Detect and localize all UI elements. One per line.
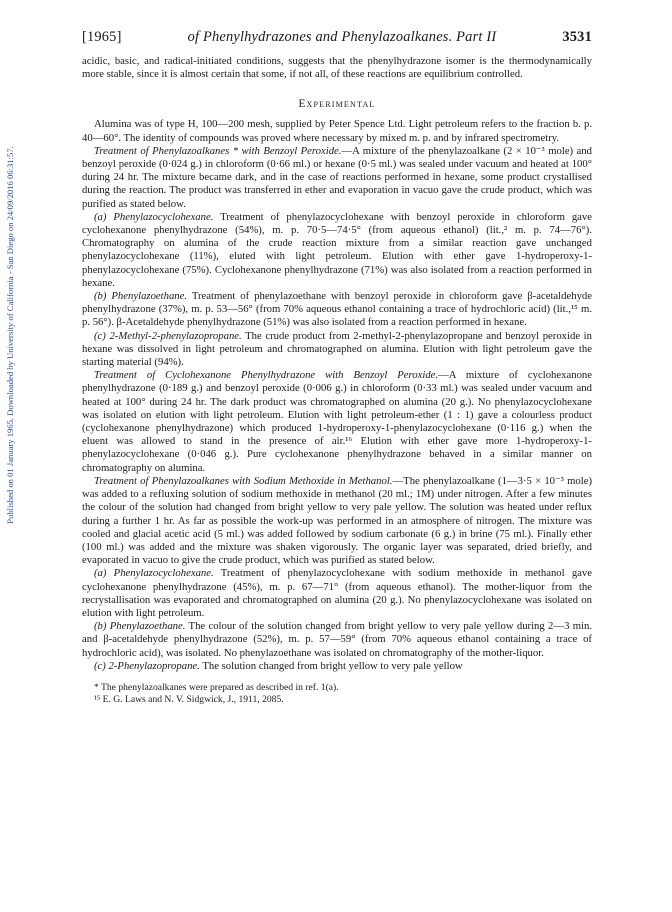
download-notice bbox=[0, 100, 20, 580]
section-title: Experimental bbox=[298, 98, 376, 111]
paragraph-heading: (b) Phenylazoethane. bbox=[94, 620, 186, 633]
intro-paragraph: acidic, basic, and radical-initiated conditions, suggests that the phenylhydrazone isomer is the thermodynamically more stable, since it is almost certain that some, if not all, of these reactions are equilibrium controlled. bbox=[82, 55, 592, 81]
paragraph-body: Treatment of phenylazocyclohexane with benzoyl peroxide in chloroform gave cyclohexanone phenylhydrazone (54%), m. p. 70·5—74·5° (from aqueous ethanol) (lit.,² m. p. 74—76°). Chromatography on alumina of the crude reaction mixture from a similar reaction gave unchanged phenylazocyclohexane (11%), eluted with light petroleum. Elution with ether gave 1-hydroperoxy-1-phenylazocyclohexane (75%). Cyclohexanone phenylhydrazone (71%) was also isolated from a reaction performed in hexane. bbox=[82, 210, 592, 289]
footnote: * The phenylazoalkanes were prepared as described in ref. 1(a). bbox=[94, 681, 339, 693]
paragraph-body: Treatment of phenylazocyclohexane with sodium methoxide in methanol gave cyclohexanone phenylhydrazone (45%), m. p. 67—71° (from aqueous ethanol). The mother-liquor from the recrystallisation was evaporated and chromatographed on alumina (20 g.). No phenylazocyclohexane was isolated on elution with light petroleum. bbox=[82, 567, 592, 619]
paragraph-methoxide-ethane bbox=[82, 620, 592, 660]
paragraph-heading: Treatment of Phenylazoalkanes * with Benzoyl Peroxide. bbox=[94, 144, 342, 157]
header-year: [1965] bbox=[82, 29, 122, 45]
paragraph-body: The colour of the solution changed from bright yellow to very pale yellow during 2—3 min. and β-acetaldehyde phenylhydrazone (52%), m. p. 57—59° (from 70% aqueous ethanol containing a trace of hydrochloric acid), was isolated. No phenylazoethane was isolated on chromatography of the mother-liquor. bbox=[82, 620, 593, 659]
paragraph-heading: Treatment of Cyclohexanone Phenylhydrazone with Benzoyl Peroxide. bbox=[94, 369, 439, 382]
running-header bbox=[82, 29, 592, 46]
page-content bbox=[82, 29, 592, 706]
paragraph-cyclohexanone bbox=[82, 369, 592, 475]
paragraph-heading: (a) Phenylazocyclohexane. bbox=[94, 210, 214, 223]
paragraph-materials: Alumina was of type H, 100—200 mesh, supplied by Peter Spence Ltd. Light petroleum refers to the fraction b. p. 40—60°. The identity of compounds was proved where necessary by mixed m. p. and by infrared spectrometry. bbox=[82, 118, 592, 144]
paragraph-heading: (b) Phenylazoethane. bbox=[94, 290, 188, 303]
paragraph-body: Treatment of phenylazoethane with benzoyl peroxide in chloroform gave β-acetaldehyde phenylhydrazone (37%), m. p. 53—56° (from 70% aqueous ethanol containing a trace of hydrochloric acid) (lit.,¹⁵ m. p. 56°). β-Acetaldehyde phenylhydrazone (51%) was also isolated from a reaction performed in hexane. bbox=[82, 290, 593, 329]
paragraph-heading: (c) 2-Phenylazopropane. bbox=[94, 659, 200, 672]
footnote: ¹⁵ E. G. Laws and N. V. Sidgwick, J., 1911, 2085. bbox=[94, 693, 284, 705]
download-notice-text[interactable]: Published on 01 January 1965. Downloaded by University of California - San Diego on 24/09/2016 06:31:57. bbox=[5, 146, 15, 524]
header-page-number: 3531 bbox=[562, 29, 592, 45]
paragraph-methoxide-cyclohexane bbox=[82, 567, 592, 620]
paragraph-heading: (c) 2-Methyl-2-phenylazopropane. bbox=[94, 329, 242, 342]
paragraph-phenylazoethane bbox=[82, 290, 592, 330]
paragraph-methoxide-propane bbox=[82, 660, 592, 673]
paragraph-body: The crude product from 2-methyl-2-phenylazopropane and benzoyl peroxide in hexane was dissolved in light petroleum and chromatographed on alumina. Elution with light petroleum gave the starting material (94%). bbox=[82, 329, 592, 369]
paragraph-heading: (a) Phenylazocyclohexane. bbox=[94, 567, 214, 580]
paragraph-phenylazocyclohexane bbox=[82, 211, 592, 290]
paragraph-body: —A mixture of the phenylazoalkane (2 × 10⁻³ mole) and benzoyl peroxide (0·024 g.) in chloroform (0·66 ml.) or hexane (0·5 ml.) was sealed under vacuum and heated at 100° during 24 hr. The mixture became dark, and in the case of reactions performed in hexane, some product crystallised during the reaction. The product was transferred in ether and evaporation in vacuo gave the crude product, which was purified as stated below. bbox=[82, 144, 592, 210]
paragraph-sodium-methoxide bbox=[82, 475, 592, 567]
paragraph-heading: Treatment of Phenylazoalkanes with Sodium Methoxide in Methanol. bbox=[94, 474, 393, 487]
paragraph-body: The solution changed from bright yellow to very pale yellow bbox=[202, 659, 463, 672]
paragraph-body: —The phenylazoalkane (1—3·5 × 10⁻³ mole) was added to a refluxing solution of sodium methoxide in methanol (20 ml.; 1M) under nitrogen. After a few minutes the colour of the solution had changed from bright yellow to very pale yellow. The solution was heated under reflux during a further 1 hr. As far as possible the work-up was performed in an atmosphere of nitrogen. The mixture was cooled and glacial acetic acid (5 ml.) was added followed by sodium carbonate (6 g.) in brine (75 ml.). Finally ether (100 ml.) was added and the mixture was shaken vigorously. The organic layer was separated, dried briefly, and evaporated in vacuo to give the crude product, which was purified as stated below. bbox=[82, 474, 593, 567]
header-title: of Phenylhydrazones and Phenylazoalkanes. Part II bbox=[187, 29, 497, 45]
paragraph-methylphenylazopropane bbox=[82, 330, 592, 370]
paragraph-benzoyl-peroxide bbox=[82, 145, 592, 211]
footnotes bbox=[82, 682, 592, 706]
paragraph-body: —A mixture of cyclohexanone phenylhydrazone (0·189 g.) and benzoyl peroxide (0·006 g.) in chloroform (0·33 ml.) was sealed under vacuum and heated at 100° during 24 hr. The dark product was chromatographed on alumina (20 g.). No phenylazocyclohexane was isolated on elution with light petroleum. Elution with light petroleum-ether (1 : 1) gave a colourless product (cyclohexanone phenylhydrazone) which produced 1-hydroperoxy-1-phenylazocyclohexane (0·116 g.) when the eluent was allowed to stand in the presence of air.¹⁶ Elution with ether gave more 1-hydroperoxy-1-phenylazocyclohexane (0·046 g.). Pure cyclohexanone phenylhydrazone behaved in a similar manner on chromatography on alumina. bbox=[82, 369, 592, 474]
